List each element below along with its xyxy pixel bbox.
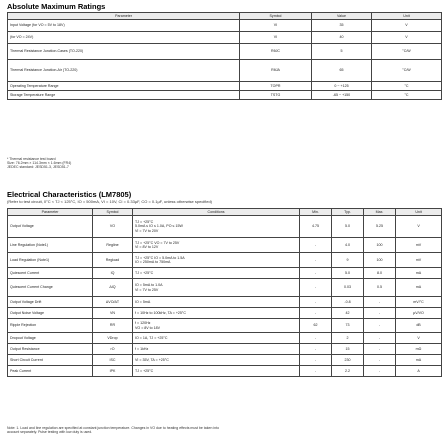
ec-unit: mA <box>396 268 442 279</box>
ec-typ: 73 <box>332 319 364 333</box>
ec-notes <box>7 426 439 434</box>
ec-typ: 4.0 <box>332 238 364 253</box>
ec-condition-line: f = 10Hz to 100kHz, TA = +25°C <box>135 310 186 315</box>
amr-note: JEDEC standard: JESD51-3, JESD51-7 <box>7 165 69 170</box>
ec-param: Output Noise Voltage <box>8 308 93 319</box>
amr-value: 65 <box>312 60 372 82</box>
ec-max: 8.0 <box>364 268 396 279</box>
ec-condition-line: VI = 35V, TA = +25°C <box>135 357 169 362</box>
ec-condition-line: VO = 8V to 18V <box>135 325 161 330</box>
amr-unit: °C <box>372 82 442 91</box>
ec-symbol: RR <box>93 319 133 333</box>
amr-value: 35 <box>312 20 372 32</box>
ec-max: 100 <box>364 238 396 253</box>
ec-conditions <box>133 333 300 344</box>
ec-param: Output Resistance <box>8 344 93 355</box>
amr-unit: V <box>372 32 442 44</box>
ec-conditions <box>133 308 300 319</box>
ec-condition-line: IO = 5mA <box>135 299 151 304</box>
ec-conditions <box>133 279 300 297</box>
ec-condition-line: 5.0mA ≤ IO ≤ 1.0A, PO ≤ 15W <box>135 224 183 229</box>
ec-min: - <box>300 238 332 253</box>
ec-symbol: VN <box>93 308 133 319</box>
electrical-characteristics-subtitle: (Refer to test circuit, 0°C < TJ < 125°C, IO = 500mA, VI = 10V, CI = 0.33µF, CO = 0.1µF, unless otherwise specified) <box>7 199 213 204</box>
absolute-maximum-ratings-table <box>7 12 442 100</box>
ec-min: - <box>300 333 332 344</box>
ec-param: Dropout Voltage <box>8 333 93 344</box>
ec-param: Ripple Rejection <box>8 319 93 333</box>
electrical-characteristics-table <box>7 208 442 377</box>
amr-symbol: VI <box>240 32 312 44</box>
ec-unit: dB <box>396 319 442 333</box>
amr-value: 5 <box>312 44 372 60</box>
ec-symbol: rO <box>93 344 133 355</box>
ec-param: Line Regulation (Note1) <box>8 238 93 253</box>
table-row <box>8 20 442 32</box>
amr-value: 0 ~ +125 <box>312 82 372 91</box>
amr-param: Storage Temperature Range <box>8 91 240 100</box>
table-row <box>8 216 442 238</box>
ec-note: Note: 1. Load and line regulation are specified at constant junction temperature. Changes in VO due to heating effects must be taken into <box>7 426 220 430</box>
amr-header-parameter: Parameter <box>8 13 240 20</box>
ec-conditions <box>133 297 300 308</box>
ec-max: - <box>364 355 396 366</box>
ec-unit: mV <box>396 238 442 253</box>
ec-header-max: Max. <box>364 209 396 216</box>
ec-condition-line: TJ = +25°C <box>135 270 154 275</box>
table-row <box>8 268 442 279</box>
table-row <box>8 319 442 333</box>
ec-typ: 5.0 <box>332 216 364 238</box>
ec-param: Output Voltage Drift <box>8 297 93 308</box>
table-row <box>8 355 442 366</box>
ec-symbol: VDrop <box>93 333 133 344</box>
ec-typ: 9 <box>332 253 364 268</box>
ec-typ: 2.2 <box>332 366 364 377</box>
ec-symbol: Regload <box>93 253 133 268</box>
ec-header-unit: Unit <box>396 209 442 216</box>
ec-unit: V <box>396 216 442 238</box>
ec-min: - <box>300 268 332 279</box>
amr-header-unit: Unit <box>372 13 442 20</box>
ec-typ: -0.8 <box>332 297 364 308</box>
ec-conditions <box>133 355 300 366</box>
table-row <box>8 238 442 253</box>
ec-param: Short Circuit Current <box>8 355 93 366</box>
ec-conditions <box>133 216 300 238</box>
table-row <box>8 344 442 355</box>
amr-symbol: RθJC <box>240 44 312 60</box>
table-row <box>8 91 442 100</box>
ec-conditions <box>133 268 300 279</box>
table-row <box>8 253 442 268</box>
ec-unit: µV/VO <box>396 308 442 319</box>
ec-conditions <box>133 344 300 355</box>
amr-notes <box>7 157 71 170</box>
ec-condition-line: f = 1kHz <box>135 346 149 351</box>
amr-param: Thermal Resistance Junction-Air (TO-220) <box>8 60 240 82</box>
ec-header-conditions: Conditions <box>133 209 300 216</box>
ec-min: - <box>300 308 332 319</box>
amr-value: 40 <box>312 32 372 44</box>
ec-condition-line: VI = 8V to 12V <box>135 245 159 249</box>
table-row <box>8 279 442 297</box>
table-row <box>8 308 442 319</box>
ec-unit: mV <box>396 253 442 268</box>
ec-conditions <box>133 238 300 253</box>
table-row <box>8 32 442 44</box>
ec-max: - <box>364 297 396 308</box>
ec-max: 100 <box>364 253 396 268</box>
ec-min: - <box>300 253 332 268</box>
amr-symbol: VI <box>240 20 312 32</box>
ec-symbol: Regline <box>93 238 133 253</box>
amr-param: (for VO = 24V) <box>8 32 240 44</box>
ec-condition-line: f = 120Hz <box>135 321 151 326</box>
ec-typ: 15 <box>332 344 364 355</box>
amr-value: -65 ~ +150 <box>312 91 372 100</box>
ec-max: 0.5 <box>364 279 396 297</box>
ec-condition-line: TJ = +25°C VO = 7V to 25V <box>135 240 180 245</box>
ec-symbol: IPK <box>93 366 133 377</box>
amr-unit: V <box>372 20 442 32</box>
amr-symbol: TOPR <box>240 82 312 91</box>
ec-symbol: IQ <box>93 268 133 279</box>
ec-unit: mΩ <box>396 344 442 355</box>
amr-unit: °C/W <box>372 60 442 82</box>
ec-conditions <box>133 366 300 377</box>
absolute-maximum-ratings-title: Absolute Maximum Ratings <box>7 2 106 11</box>
ec-min: - <box>300 279 332 297</box>
amr-unit: °C <box>372 91 442 100</box>
ec-condition-line: TJ = +25°C <box>135 220 154 225</box>
ec-conditions <box>133 253 300 268</box>
amr-symbol: TSTG <box>240 91 312 100</box>
table-row <box>8 297 442 308</box>
ec-unit: mV/°C <box>396 297 442 308</box>
electrical-characteristics-title: Electrical Characteristics (LM7805) <box>7 190 132 199</box>
ec-condition-line: TJ = +25°C <box>135 368 154 373</box>
ec-min: 4.75 <box>300 216 332 238</box>
ec-param: Quiescent Current Change <box>8 279 93 297</box>
amr-header-symbol: Symbol <box>240 13 312 20</box>
ec-condition-line: IO = 250mA to 750mA <box>135 260 171 264</box>
ec-param: Output Voltage <box>8 216 93 238</box>
ec-condition-line: IO = 5mA to 1.0A <box>135 283 163 288</box>
amr-header-value: Value <box>312 13 372 20</box>
ec-min: - <box>300 355 332 366</box>
ec-min: - <box>300 344 332 355</box>
ec-symbol: ΔIQ <box>93 279 133 297</box>
ec-condition-line: IO = 1A, TJ = +25°C <box>135 335 168 340</box>
ec-header-min: Min. <box>300 209 332 216</box>
table-row <box>8 333 442 344</box>
amr-note: Size: 76.2mm × 114.3mm × 1.6mm (FR4) <box>7 161 72 166</box>
ec-typ: 230 <box>332 355 364 366</box>
ec-symbol: VO <box>93 216 133 238</box>
ec-condition-line: VI = 7V to 20V <box>135 228 159 233</box>
ec-unit: mA <box>396 355 442 366</box>
amr-param: Input Voltage (for VO = 5V to 18V) <box>8 20 240 32</box>
ec-max: - <box>364 366 396 377</box>
ec-param: Load Regulation (Note1) <box>8 253 93 268</box>
ec-min: - <box>300 366 332 377</box>
ec-min: 62 <box>300 319 332 333</box>
ec-header-parameter: Parameter <box>8 209 93 216</box>
ec-note: account separately. Pulse testing with low duty is used. <box>7 430 93 435</box>
ec-typ: 5.0 <box>332 268 364 279</box>
table-row <box>8 44 442 60</box>
ec-unit: A <box>396 366 442 377</box>
amr-unit: °C/W <box>372 44 442 60</box>
table-row <box>8 366 442 377</box>
ec-symbol: ISC <box>93 355 133 366</box>
amr-note: * Thermal resistance test board <box>7 157 56 161</box>
ec-min: - <box>300 297 332 308</box>
ec-conditions <box>133 319 300 333</box>
ec-param: Peak Current <box>8 366 93 377</box>
ec-max: - <box>364 333 396 344</box>
amr-symbol: RθJA <box>240 60 312 82</box>
ec-max: - <box>364 319 396 333</box>
ec-param: Quiescent Current <box>8 268 93 279</box>
table-row <box>8 60 442 82</box>
ec-unit: V <box>396 333 442 344</box>
ec-typ: 42 <box>332 308 364 319</box>
ec-condition-line: TJ = +25°C IO = 5.0mA to 1.5A <box>135 255 185 260</box>
ec-header-symbol: Symbol <box>93 209 133 216</box>
ec-header-typ: Typ. <box>332 209 364 216</box>
amr-param: Thermal Resistance Junction-Cases (TO-220) <box>8 44 240 60</box>
ec-symbol: ΔVO/ΔT <box>93 297 133 308</box>
ec-typ: 0.03 <box>332 279 364 297</box>
table-row <box>8 82 442 91</box>
ec-max: - <box>364 344 396 355</box>
amr-param: Operating Temperature Range <box>8 82 240 91</box>
ec-max: 5.25 <box>364 216 396 238</box>
ec-unit: mA <box>396 279 442 297</box>
ec-typ: 2 <box>332 333 364 344</box>
ec-max: - <box>364 308 396 319</box>
ec-condition-line: VI = 7V to 25V <box>135 287 159 292</box>
